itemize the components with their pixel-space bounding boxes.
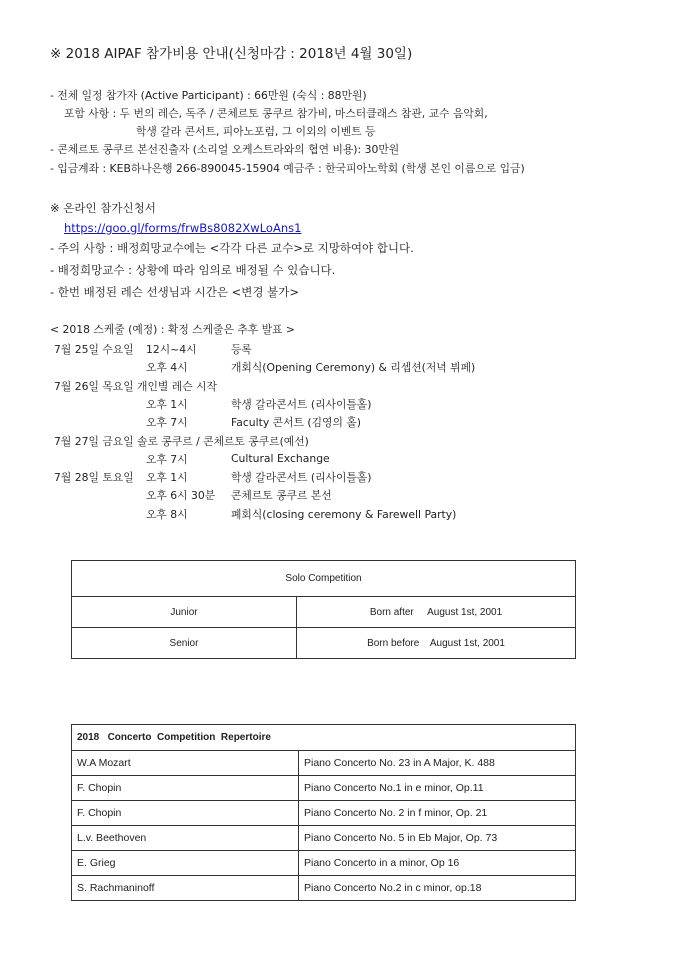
fees-line-included-cont: 학생 갈라 콘서트, 피아노포럼, 그 이외의 이벤트 등 (136, 125, 376, 138)
schedule-event: 콘체르토 콩쿠르 본선 (231, 489, 332, 503)
concerto-repertoire-table (71, 724, 576, 901)
repertoire-piece: Piano Concerto No.2 in c minor, op.18 (299, 876, 576, 901)
repertoire-piece: Piano Concerto No.1 in e minor, Op.11 (299, 776, 576, 801)
page-title: ※ 2018 AIPAF 참가비용 안내(신청마감 : 2018년 4월 30일) (50, 46, 413, 62)
repertoire-piece: Piano Concerto No. 23 in A Major, K. 488 (299, 751, 576, 776)
fees-line-included: 포함 사항 : 두 번의 레슨, 독주 / 콘체르토 콩쿠르 참가비, 마스터클래스 참관, 교수 음악회, (64, 107, 488, 120)
schedule-time: 오후 7시 (146, 452, 188, 466)
fees-line-account: - 입금계좌 : KEB하나은행 266-890045-15904 예금주 : 한국피아노학회 (학생 본인 이름으로 입금) (50, 162, 525, 175)
schedule-time: 오후 4시 (146, 361, 188, 375)
solo-division-junior: Junior (72, 597, 297, 628)
repertoire-composer: F. Chopin (72, 776, 299, 801)
schedule-time: 오후 8시 (146, 507, 188, 521)
repertoire-composer: S. Rachmaninoff (72, 876, 299, 901)
schedule-day: 7월 25일 수요일 (54, 343, 134, 356)
fees-line-concerto: - 콘체르토 콩쿠르 본선진출자 (소리얼 오케스트라와의 협연 비용): 30만원 (50, 143, 400, 156)
schedule-day: 7월 27일 금요일 솔로 콩쿠르 / 콘체르토 콩쿠르(예선) (54, 434, 309, 448)
registration-form-link[interactable]: https://goo.gl/forms/frwBs8082XwLoAns1 (64, 221, 302, 235)
fees-line-participant: - 전체 일정 참가자 (Active Participant) : 66만원 (숙식 : 88만원) (50, 89, 367, 102)
online-note-2: - 배정희망교수 : 상황에 따라 임의로 배정될 수 있습니다. (50, 263, 336, 277)
solo-criterion-junior: Born after August 1st, 2001 (297, 597, 576, 628)
schedule-day: 7월 28일 토요일 (54, 471, 134, 485)
repertoire-table-title: 2018 Concerto Competition Repertoire (72, 725, 576, 751)
repertoire-piece: Piano Concerto No. 2 in f minor, Op. 21 (299, 801, 576, 826)
repertoire-composer: F. Chopin (72, 801, 299, 826)
solo-competition-table (71, 560, 576, 659)
schedule-heading: < 2018 스케줄 (예정) : 확정 스케줄은 추후 발표 > (50, 323, 295, 336)
repertoire-composer: E. Grieg (72, 851, 299, 876)
schedule-time: 12시~4시 (146, 343, 197, 356)
schedule-event: 등록 (231, 343, 252, 356)
schedule-event: 학생 갈라콘서트 (리사이틀홀) (231, 471, 372, 485)
schedule-event: Faculty 콘서트 (김영의 홀) (231, 416, 361, 430)
repertoire-composer: W.A Mozart (72, 751, 299, 776)
schedule-time: 오후 7시 (146, 416, 188, 430)
schedule-event: 학생 갈라콘서트 (리사이틀홀) (231, 397, 372, 411)
schedule-day: 7월 26일 목요일 개인별 레슨 시작 (54, 379, 217, 393)
schedule-event: 폐회식(closing ceremony & Farewell Party) (231, 507, 457, 521)
online-note-3: - 한번 배정된 레슨 선생님과 시간은 <변경 불가> (50, 285, 299, 299)
schedule-time: 오후 1시 (146, 471, 188, 485)
schedule-event: Cultural Exchange (231, 451, 330, 465)
repertoire-piece: Piano Concerto in a minor, Op 16 (299, 851, 576, 876)
schedule-time: 오후 1시 (146, 397, 188, 411)
schedule-time: 오후 6시 30분 (146, 489, 216, 503)
solo-division-senior: Senior (72, 628, 297, 659)
schedule-event: 개회식(Opening Ceremony) & 리셉션(저녁 뷔페) (231, 361, 476, 375)
repertoire-composer: L.v. Beethoven (72, 826, 299, 851)
repertoire-piece: Piano Concerto No. 5 in Eb Major, Op. 73 (299, 826, 576, 851)
online-note-1: - 주의 사항 : 배정희망교수에는 <각각 다른 교수>로 지망하여야 합니다. (50, 241, 414, 255)
solo-table-title: Solo Competition (72, 561, 576, 597)
online-heading: ※ 온라인 참가신청서 (50, 201, 156, 215)
solo-criterion-senior: Born before August 1st, 2001 (297, 628, 576, 659)
